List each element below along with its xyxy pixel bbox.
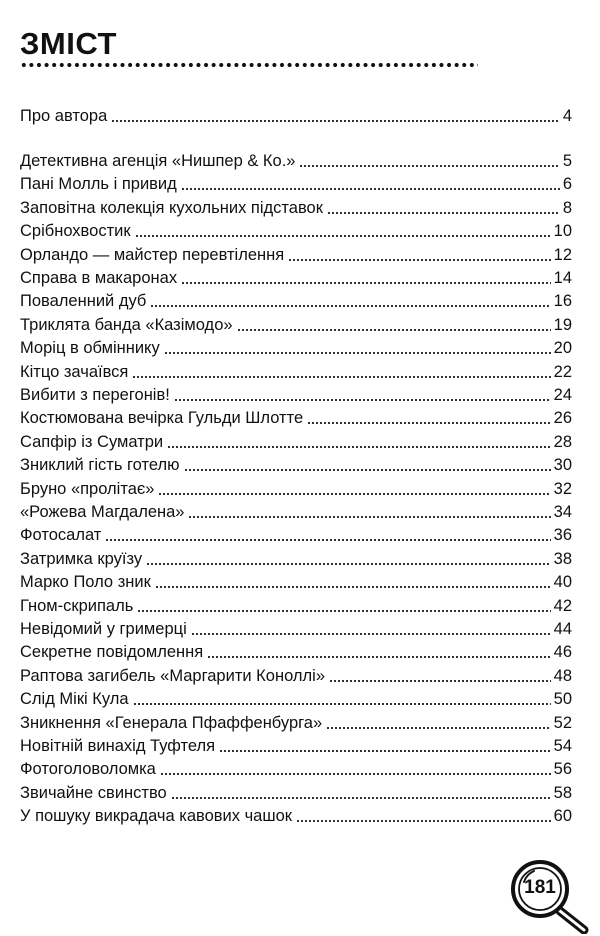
toc-entry-page: 52 <box>553 713 572 732</box>
toc-entry-title: Срібнохвостик <box>20 222 131 241</box>
toc-entry[interactable] <box>20 712 572 735</box>
toc-dot-leader <box>207 655 550 659</box>
toc-entry-page: 30 <box>553 456 572 475</box>
toc-entry[interactable] <box>20 758 572 781</box>
toc-dot-leader <box>171 796 551 800</box>
toc-entry[interactable] <box>20 197 572 220</box>
toc-entry[interactable] <box>20 314 572 337</box>
toc-entry[interactable] <box>20 361 572 384</box>
toc-entry[interactable] <box>20 384 572 407</box>
toc-dot-leader <box>133 702 551 706</box>
toc-entry-page: 60 <box>553 807 572 826</box>
toc-entry-page: 42 <box>553 596 572 615</box>
toc-entry[interactable] <box>20 290 572 313</box>
toc-dot-leader <box>137 609 550 613</box>
toc-dot-leader <box>181 281 551 285</box>
toc-entry[interactable] <box>20 244 572 267</box>
toc-entry-page: 24 <box>553 386 572 404</box>
toc-entry-title: Справа в макаронах <box>20 269 178 287</box>
toc-entry[interactable] <box>20 548 572 571</box>
toc-entry-page: 48 <box>553 666 572 685</box>
toc-entry-page: 54 <box>553 737 572 755</box>
toc-dot-leader <box>167 445 551 449</box>
toc-dot-leader <box>191 632 551 636</box>
page-title: ЗМІСТ <box>20 26 117 61</box>
toc-entry[interactable] <box>20 220 572 243</box>
toc-entry[interactable] <box>20 641 572 664</box>
toc-dot-leader <box>105 538 550 542</box>
toc-entry-title: Детективна агенція «Нишпер & Ко.» <box>20 152 296 170</box>
toc-entry-page: 56 <box>553 760 572 779</box>
toc-dot-leader <box>288 258 550 262</box>
page-number-badge <box>508 856 590 934</box>
toc-entry-page: 8 <box>562 198 572 217</box>
toc-dot-leader <box>326 726 550 730</box>
toc-entry-title: Марко Поло зник <box>20 573 151 592</box>
toc-entry[interactable] <box>20 454 572 477</box>
toc-entry-page: 16 <box>553 292 572 311</box>
toc-dot-leader <box>296 819 551 823</box>
toc-dot-leader <box>219 749 551 753</box>
toc-entry-title: Костюмована вечірка Гульди Шлотте <box>20 409 304 428</box>
toc-dot-leader <box>132 375 550 379</box>
toc-entry-title: Слід Мікі Кула <box>20 690 129 709</box>
toc-entry-title: Моріц в обміннику <box>20 339 160 358</box>
toc-entry-page: 20 <box>553 339 572 358</box>
toc-dot-leader <box>146 562 551 566</box>
toc-entry-title: Орландо — майстер перевтілення <box>20 245 285 264</box>
toc-entry-title: Зникнення «Генерала Пфаффенбурга» <box>20 713 323 732</box>
toc-entry-page: 10 <box>553 222 572 241</box>
toc-entry[interactable] <box>20 478 572 501</box>
toc-entry-page: 22 <box>553 362 572 381</box>
toc-entry-title: Новітній винахід Туфтеля <box>20 737 216 755</box>
toc-dot-leader <box>299 164 559 168</box>
toc-entry[interactable] <box>20 337 572 360</box>
toc-entry-title: Триклята банда «Казімодо» <box>20 315 233 334</box>
toc-entry-page: 38 <box>553 549 572 568</box>
toc-dot-leader <box>329 679 551 683</box>
toc-dot-leader <box>184 468 551 472</box>
toc-entry-title: Пані Молль і привид <box>20 175 177 194</box>
toc-entry-page: 4 <box>562 107 572 125</box>
toc-entry[interactable] <box>20 571 572 594</box>
toc-entry-page: 28 <box>553 432 572 451</box>
toc-entry-title: Звичайне свинство <box>20 783 167 802</box>
toc-entry[interactable] <box>20 173 572 196</box>
toc-dot-leader <box>158 492 550 496</box>
toc-entry-page: 6 <box>562 175 572 194</box>
toc-entry-page: 46 <box>553 643 572 662</box>
toc-entry-title: Бруно «пролітає» <box>20 479 155 498</box>
toc-entry[interactable] <box>20 688 572 711</box>
toc-entry-title: Фотосалат <box>20 526 102 545</box>
toc-entry-title: Раптова загибель «Маргарити Коноллі» <box>20 666 325 685</box>
toc-entry[interactable] <box>20 105 572 128</box>
toc-entry-title: Затримка круїзу <box>20 549 143 568</box>
toc-entry[interactable] <box>20 267 572 290</box>
toc-entry-title: Заповітна колекція кухольних підставок <box>20 198 323 217</box>
toc-entry-title: Невідомий у гримерці <box>20 620 187 638</box>
toc-entry[interactable] <box>20 735 572 758</box>
toc-entry[interactable] <box>20 501 572 524</box>
toc-entry[interactable] <box>20 431 572 454</box>
toc-dot-leader <box>160 772 551 776</box>
toc-entry-page: 50 <box>553 690 572 709</box>
toc-entry[interactable] <box>20 618 572 641</box>
toc-dot-leader <box>111 119 560 123</box>
toc-entry[interactable] <box>20 595 572 618</box>
toc-dot-leader <box>164 351 551 355</box>
toc-entry-page: 12 <box>553 245 572 264</box>
toc-entry-title: Зниклий гість готелю <box>20 456 180 475</box>
toc-dot-leader <box>181 187 560 191</box>
toc-entry-title: У пошуку викрадача кавових чашок <box>20 807 292 826</box>
toc-entry-title: Гном-скрипаль <box>20 596 134 615</box>
toc-entry-page: 34 <box>553 503 572 521</box>
toc-entry-page: 58 <box>553 783 572 802</box>
toc-entry-page: 44 <box>553 620 572 638</box>
toc-entry-page: 32 <box>553 479 572 498</box>
toc-dot-leader <box>150 304 550 308</box>
title-dotted-rule <box>20 62 478 68</box>
toc-dot-leader <box>135 234 551 238</box>
toc-entry[interactable] <box>20 782 572 805</box>
toc-entry[interactable] <box>20 665 572 688</box>
toc-entry-title: Про автора <box>20 107 108 125</box>
toc-dot-leader <box>188 515 550 519</box>
toc-entry-title: «Рожева Магдалена» <box>20 503 185 521</box>
toc-entry[interactable] <box>20 407 572 430</box>
toc-entry-page: 26 <box>553 409 572 428</box>
toc-entry-page: 5 <box>562 152 572 170</box>
toc-entry-title: Секретне повідомлення <box>20 643 204 662</box>
toc-entry[interactable] <box>20 150 572 173</box>
toc-entry-page: 14 <box>553 269 572 287</box>
toc-entry-title: Вибити з перегонів! <box>20 386 170 404</box>
toc-dot-leader <box>237 328 551 332</box>
toc-entry[interactable] <box>20 805 572 828</box>
toc-dot-leader <box>307 421 550 425</box>
toc-entry-page: 36 <box>553 526 572 545</box>
toc-entry-page: 40 <box>553 573 572 592</box>
toc-dot-leader <box>155 585 551 589</box>
toc-entry-title: Кітцо зачаївся <box>20 362 129 381</box>
toc-entry-page: 19 <box>553 315 572 334</box>
toc-entry[interactable] <box>20 524 572 547</box>
toc-entry-title: Поваленний дуб <box>20 292 147 311</box>
toc-dot-leader <box>327 211 560 215</box>
toc-dot-leader <box>174 398 551 402</box>
page-number: 181 <box>524 877 556 898</box>
toc-entry-title: Фотоголоволомка <box>20 760 156 779</box>
toc-entry-title: Сапфір із Суматри <box>20 432 164 451</box>
